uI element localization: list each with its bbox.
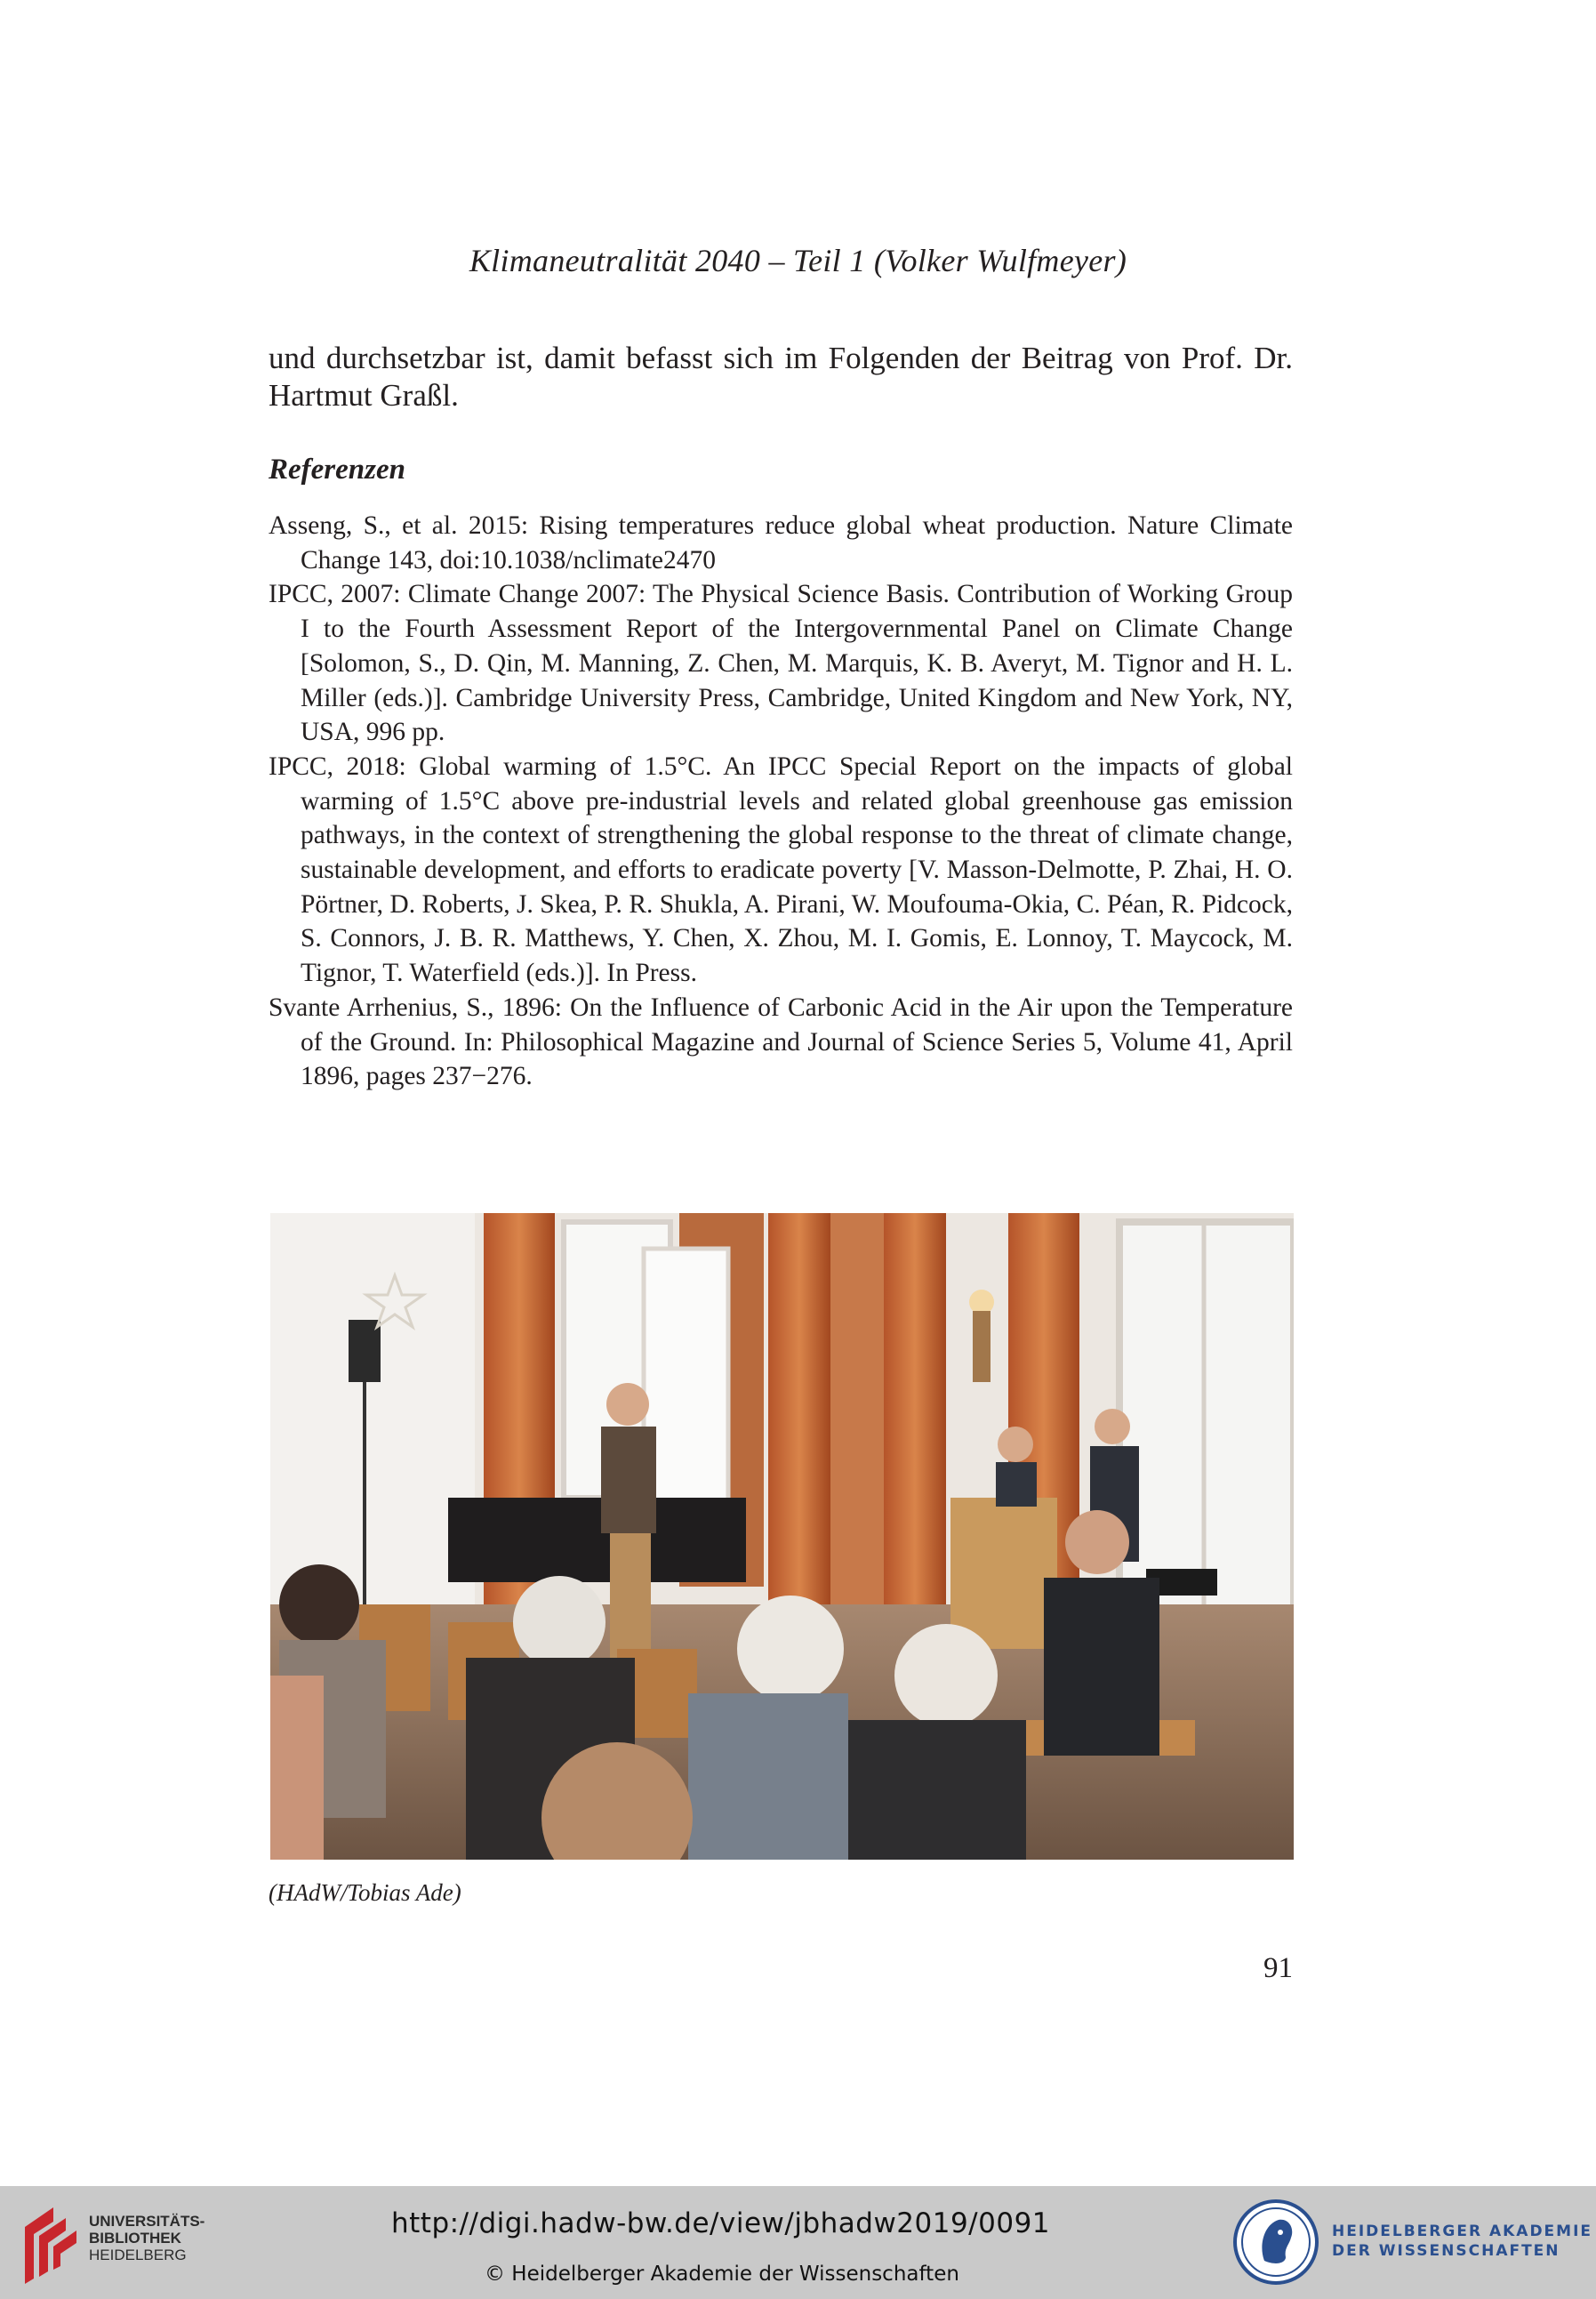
academy-name-line: HEIDELBERGER AKADEMIE (1332, 2223, 1593, 2240)
reference-item: Asseng, S., et al. 2015: Rising temperatures reduce global wheat production. Nature Climate Change 143, doi:10.1038/nclimate2470 (269, 511, 1293, 575)
library-name-line: HEIDELBERG (89, 2247, 187, 2263)
page-number: 91 (1263, 1952, 1293, 1984)
body-paragraph: und durchsetzbar ist, damit befasst sich im Folgenden der Beitrag von Prof. Dr. Hartmut Graßl. (269, 341, 1293, 413)
reference-list (269, 509, 1293, 1094)
document-url-link[interactable]: http://digi.hadw-bw.de/view/jbhadw2019/0091 (391, 2207, 1051, 2239)
library-logo-icon (18, 2200, 82, 2286)
photo-caption: (HAdW/Tobias Ade) (269, 1879, 461, 1906)
event-photo (270, 1213, 1294, 1860)
reference-item: Svante Arrhenius, S., 1896: On the Influence of Carbonic Acid in the Air upon the Temperature of the Ground. In: Philosophical Magazine and Journal of Science Series 5, Volume 41, April 1896, pages 237−276. (269, 993, 1293, 1091)
academy-name (1332, 2222, 1592, 2261)
academy-seal-icon (1232, 2199, 1319, 2286)
reference-item: IPCC, 2007: Climate Change 2007: The Physical Science Basis. Contribution of Working Group I to the Fourth Assessment Report of the Intergovernmental Panel on Climate Change [Solomon, S., D. Qin, M. Manning, Z. Chen, M. Marquis, K. B. Averyt, M. Tignor and H. L. Miller (eds.)]. Cambridge University Press, Cambridge, United Kingdom and New York, NY, USA, 996 pp. (269, 580, 1293, 747)
copyright-notice: © Heidelberger Akademie der Wissenschaften (485, 2263, 959, 2286)
reference-item: IPCC, 2018: Global warming of 1.5°C. An IPCC Special Report on the impacts of global warming of 1.5°C above pre-industrial levels and related global greenhouse gas emission pathways, in the context of strengthening the global response to the threat of climate change, sustainable development, and efforts to eradicate poverty [V. Masson-Delmotte, P. Zhai, H. O. Pörtner, D. Roberts, J. Skea, P. R. Shukla, A. Pirani, W. Moufouma-Okia, C. Péan, R. Pidcock, S. Connors, J. B. R. Matthews, Y. Chen, X. Zhou, M. I. Gomis, E. Lonnoy, T. Maycock, M. Tignor, T. Waterfield (eds.)]. In Press. (269, 752, 1293, 988)
library-name (89, 2213, 205, 2263)
references-heading: Referenzen (269, 454, 405, 486)
running-header: Klimaneutralität 2040 – Teil 1 (Volker Wulfmeyer) (469, 243, 1127, 278)
library-name-line: UNIVERSITÄTS- (89, 2213, 205, 2230)
library-name-line: BIBLIOTHEK (89, 2230, 181, 2247)
footer-bar (0, 2186, 1596, 2299)
academy-name-line: DER WISSENSCHAFTEN (1332, 2242, 1560, 2260)
